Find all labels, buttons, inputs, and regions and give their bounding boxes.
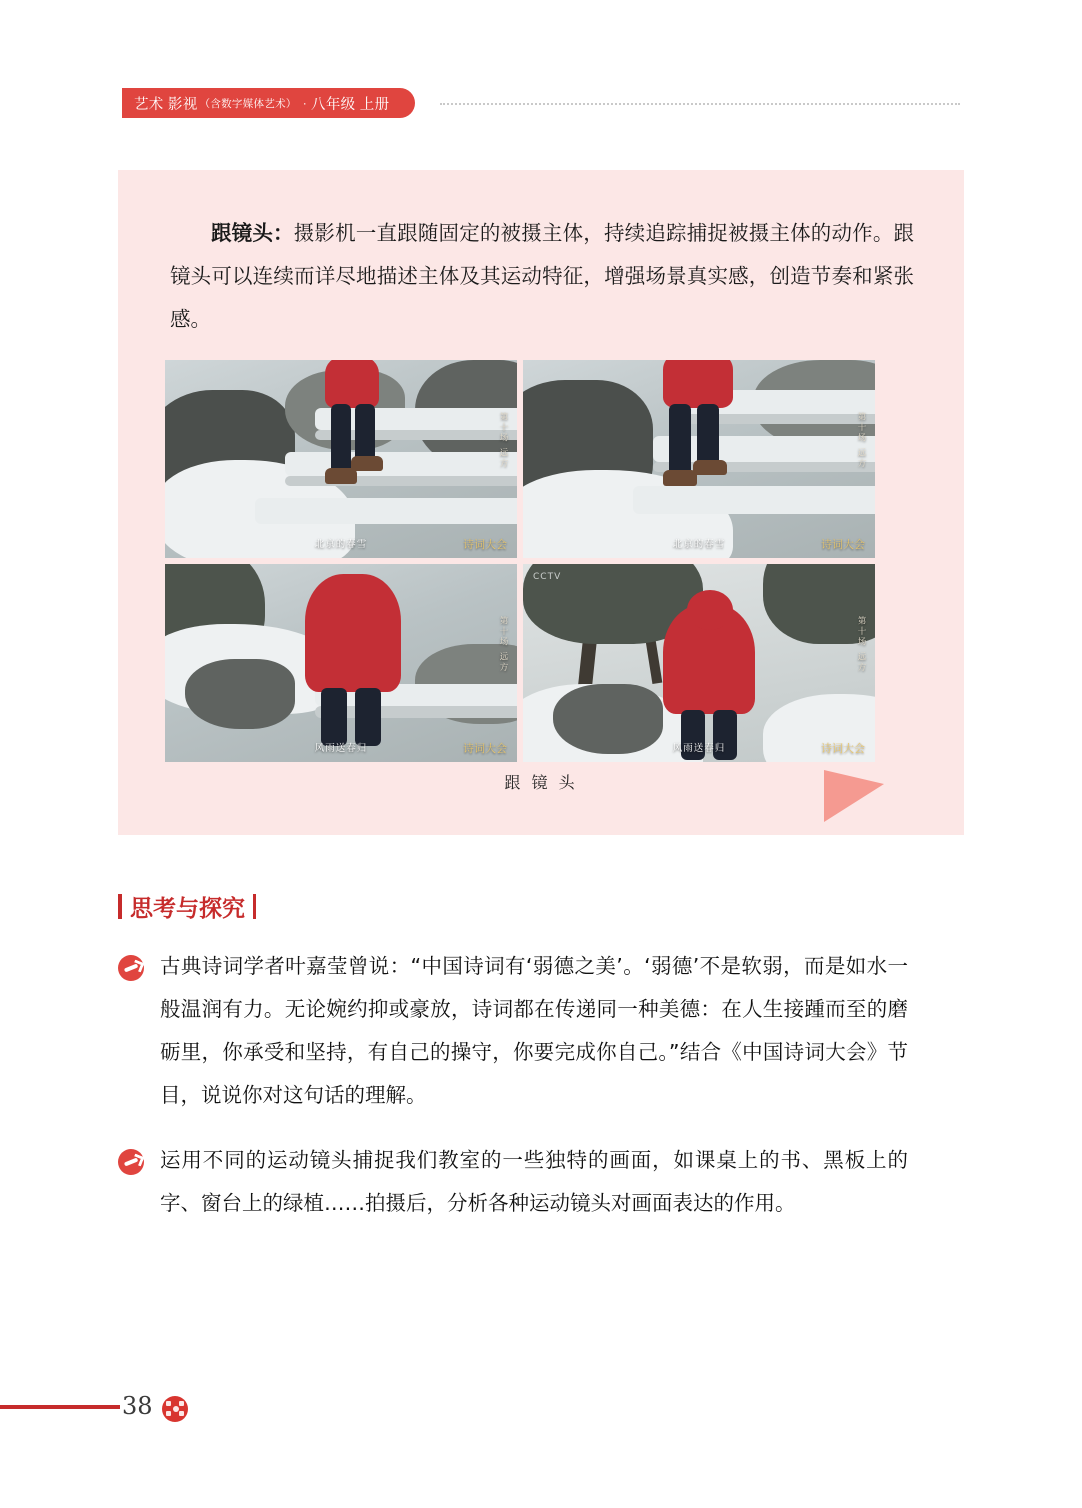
question-list bbox=[118, 945, 908, 1247]
definition-panel bbox=[118, 170, 964, 835]
shot-program-logo: 诗词大会 bbox=[821, 742, 865, 755]
stair-step bbox=[255, 498, 517, 524]
figure-shot bbox=[523, 360, 875, 558]
header-subject-tag bbox=[122, 88, 415, 118]
person-leg bbox=[669, 404, 691, 476]
header-dotted-rule bbox=[440, 103, 960, 105]
film-reel-icon bbox=[162, 1396, 188, 1422]
shot-program-logo: 诗词大会 bbox=[463, 538, 507, 551]
definition-term: 跟镜头： bbox=[211, 221, 294, 245]
person-leg bbox=[321, 688, 347, 746]
question-text: 运用不同的运动镜头捕捉我们教室的一些独特的画面，如课桌上的书、黑板上的字、窗台上的绿植……拍摄后，分析各种运动镜头对画面表达的作用。 bbox=[160, 1148, 908, 1215]
channel-watermark: CCTV bbox=[533, 572, 562, 582]
panel-arrow-decoration bbox=[824, 770, 884, 822]
person-boot bbox=[663, 470, 697, 486]
shot-label: 北京的春雪 bbox=[314, 539, 368, 550]
header-volume: 上册 bbox=[359, 96, 390, 113]
stair-step bbox=[285, 476, 517, 486]
figure-shot bbox=[523, 564, 875, 762]
header-subject: 艺术 影视 bbox=[134, 96, 198, 113]
header-subject-note: （含数字媒体艺术） bbox=[199, 97, 297, 110]
person-leg bbox=[697, 404, 719, 466]
footer-rule bbox=[0, 1405, 120, 1409]
shot-label: 风雨送春归 bbox=[314, 743, 368, 754]
stair-step bbox=[285, 452, 517, 476]
figure-shot bbox=[165, 564, 517, 762]
definition-paragraph bbox=[170, 212, 914, 341]
person-coat bbox=[305, 574, 401, 692]
shot-program-logo: 诗词大会 bbox=[821, 538, 865, 551]
shot-program-logo: 诗词大会 bbox=[463, 742, 507, 755]
list-item bbox=[118, 945, 908, 1117]
figure-grid bbox=[165, 360, 875, 762]
person-hood bbox=[687, 590, 733, 630]
pencil-bullet-icon bbox=[118, 955, 144, 981]
figure-shot bbox=[165, 360, 517, 558]
pencil-bullet-icon bbox=[118, 1149, 144, 1175]
section-title: 思考与探究 bbox=[130, 896, 245, 922]
shot-label: 北京的春雪 bbox=[672, 539, 726, 550]
section-bar-left bbox=[118, 894, 122, 919]
page-number: 38 bbox=[122, 1392, 153, 1420]
person-coat bbox=[663, 360, 733, 408]
shot-label: 风雨送春归 bbox=[672, 743, 726, 754]
person-coat bbox=[325, 360, 379, 408]
shot-side-text: 第十场 远方 bbox=[856, 412, 866, 470]
section-bar-right bbox=[253, 894, 256, 919]
figure-caption: 跟 镜 头 bbox=[504, 773, 578, 792]
person-leg bbox=[331, 404, 351, 474]
person-boot bbox=[351, 456, 383, 471]
person-leg bbox=[355, 688, 381, 746]
shot-side-text: 第十场 远方 bbox=[856, 616, 866, 674]
header-grade: 八年级 bbox=[311, 96, 356, 113]
person-leg bbox=[355, 404, 375, 464]
question-text: 古典诗词学者叶嘉莹曾说：“中国诗词有‘弱德之美’。‘弱德’不是软弱，而是如水一般温润有力。无论婉约抑或豪放，诗词都在传递同一种美德：在人生接踵而至的磨砺里，你承受和坚持，有自己的操守，你要完成你自己。”结合《中国诗词大会》节目，说说你对这句话的理解。 bbox=[160, 954, 908, 1107]
header-separator: · bbox=[302, 96, 308, 110]
rock-shape bbox=[553, 684, 663, 754]
shot-side-text: 第十场 远方 bbox=[498, 616, 508, 674]
list-item bbox=[118, 1139, 908, 1225]
person-boot bbox=[693, 460, 727, 475]
rock-shape bbox=[185, 659, 295, 729]
section-heading bbox=[118, 890, 256, 923]
definition-text: 摄影机一直跟随固定的被摄主体，持续追踪捕捉被摄主体的动作。跟镜头可以连续而详尽地描述主体及其运动特征，增强场景真实感，创造节奏和紧张感。 bbox=[170, 221, 915, 331]
page-header bbox=[0, 88, 1082, 118]
shot-side-text: 第十场 远方 bbox=[498, 412, 508, 470]
stair-step bbox=[633, 486, 875, 514]
